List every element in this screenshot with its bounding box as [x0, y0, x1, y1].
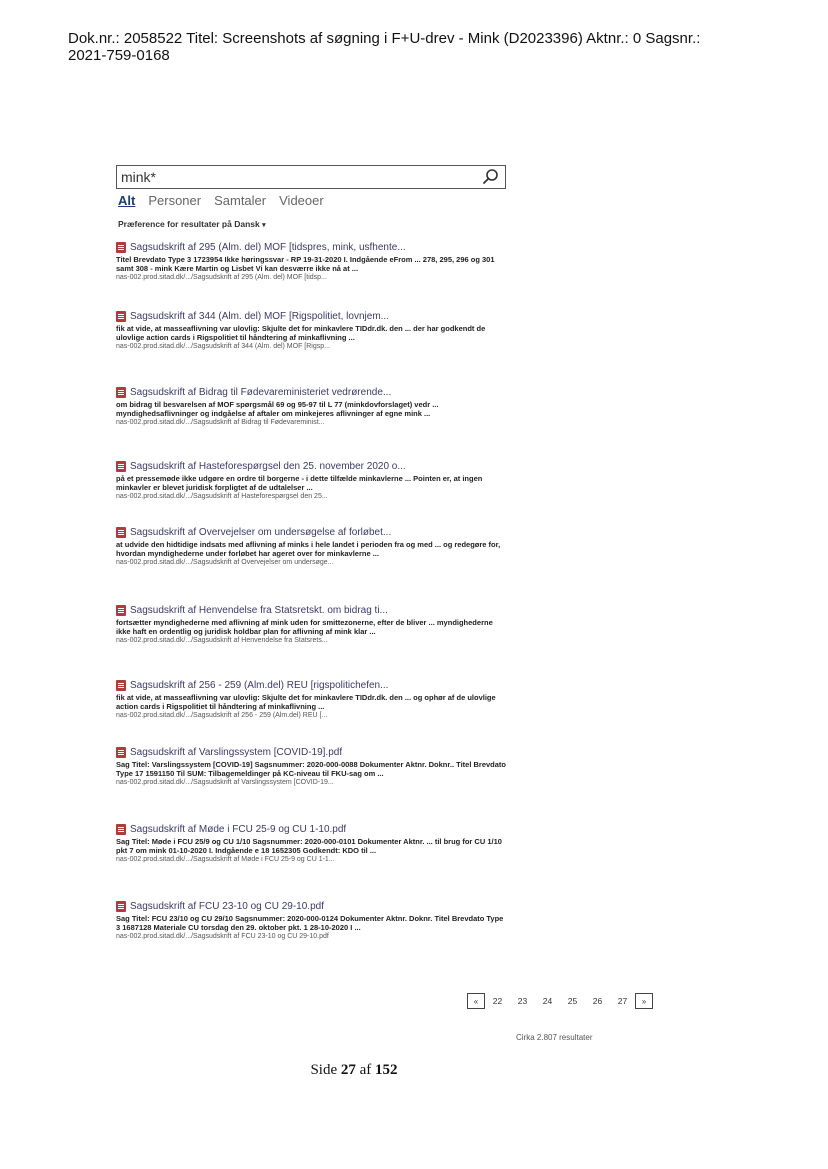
result-url: nas-002.prod.sitad.dk/.../Sagsudskrift af Varslingssystem [COVID-19...	[116, 779, 334, 786]
search-result	[116, 525, 508, 566]
pdf-file-icon	[116, 527, 126, 538]
result-url: nas-002.prod.sitad.dk/.../Sagsudskrift af 256 - 259 (Alm.del) REU [...	[116, 712, 328, 719]
next-page-button[interactable]: »	[635, 993, 653, 1009]
result-snippet: fik at vide, at masseaflivning var ulovlig: Skjulte det for minkavlere TIDdr.dk. den ... der har godkendt de ulovlige action cards i Rigspolitiet til håndtering af minkaflivning ...	[116, 324, 486, 342]
tab-videos[interactable]: Videoer	[279, 193, 324, 208]
tab-people[interactable]: Personer	[148, 193, 202, 208]
result-title-link[interactable]: Sagsudskrift af Henvendelse fra Statsretskt. om bidrag ti...	[130, 604, 388, 616]
chevron-down-icon: ▾	[262, 222, 266, 229]
result-title-link[interactable]: Sagsudskrift af Hasteforespørgsel den 25. november 2020 o...	[130, 460, 406, 472]
result-snippet: at udvide den hidtidige indsats med aflivning af minks i hele landet i perioden fra og med ... og redegøre for, hvordan myndighederne under forløbet har ageret over for minkavlerne ...	[116, 540, 501, 558]
page-footer-current: 27	[340, 1062, 356, 1078]
result-snippet: Titel Brevdato Type 3 1723954 Ikke høringssvar - RP 19-31-2020 I. Indgående eFrom ... 278, 295, 296 og 301 samt 308 - mink Kære Martin og Lisbet Vi kan desværre ikke nå at ...	[116, 255, 495, 273]
result-count: Cirka 2.807 resultater	[516, 1033, 593, 1042]
pdf-file-icon	[116, 387, 126, 398]
previous-page-button[interactable]: «	[467, 993, 485, 1009]
result-title-link[interactable]: Sagsudskrift af 344 (Alm. del) MOF [Rigspolitiet, lovnjem...	[130, 310, 389, 322]
result-title-link[interactable]: Sagsudskrift af Møde i FCU 25-9 og CU 1-10.pdf	[130, 823, 347, 835]
pagination	[467, 993, 653, 1009]
search-result	[116, 822, 508, 863]
pdf-file-icon	[116, 747, 126, 758]
result-title-link[interactable]: Sagsudskrift af Varslingssystem [COVID-19].pdf	[130, 746, 343, 758]
search-result	[116, 899, 508, 940]
result-snippet: fortsætter myndighederne med aflivning af mink uden for smittezonerne, efter de bliver ... myndighederne ikke haft en ordentlig og juridisk holdbar plan for aflivning af mink klar ...	[116, 618, 493, 636]
page-footer-middle: af	[355, 1062, 376, 1078]
pdf-file-icon	[116, 311, 126, 322]
search-result	[116, 603, 508, 644]
page-link[interactable]: 23	[517, 996, 528, 1006]
result-url: nas-002.prod.sitad.dk/.../Sagsudskrift af 344 (Alm. del) MOF [Rigsp...	[116, 343, 330, 350]
tab-all[interactable]: Alt	[118, 193, 136, 208]
result-url: nas-002.prod.sitad.dk/.../Sagsudskrift af Hasteforespørgsel den 25...	[116, 493, 328, 500]
result-url: nas-002.prod.sitad.dk/.../Sagsudskrift af 295 (Alm. del) MOF [tidsp...	[116, 274, 327, 281]
search-result	[116, 678, 508, 719]
page-link[interactable]: 22	[492, 996, 503, 1006]
result-snippet: om bidrag til besvarelsen af MOF spørgsmål 69 og 95-97 til L 77 (minkdovforslaget) vedr ... myndighedsaflivninger og indgåelse af aftaler om minkejeres aflivninger af egne mink ...	[116, 400, 439, 418]
document-header	[68, 30, 788, 64]
pdf-file-icon	[116, 605, 126, 616]
search-result	[116, 385, 508, 426]
result-title-link[interactable]: Sagsudskrift af Overvejelser om undersøgelse af forløbet...	[130, 526, 392, 538]
result-title-link[interactable]: Sagsudskrift af 256 - 259 (Alm.del) REU [rigspolitichefen...	[130, 679, 389, 691]
result-snippet: på et pressemøde ikke udgøre en ordre til borgerne - i dette tilfælde minkavlerne ... Pointen er, at ingen minkavler er blevet juridisk forpligtet af de udtalelser ...	[116, 474, 483, 492]
result-title-link[interactable]: Sagsudskrift af FCU 23-10 og CU 29-10.pdf	[130, 900, 324, 912]
page-link[interactable]: 25	[567, 996, 578, 1006]
pdf-file-icon	[116, 461, 126, 472]
search-box[interactable]	[116, 165, 506, 189]
language-preference-dropdown[interactable]	[118, 219, 266, 229]
result-url: nas-002.prod.sitad.dk/.../Sagsudskrift af FCU 23-10 og CU 29-10.pdf	[116, 933, 329, 940]
result-url: nas-002.prod.sitad.dk/.../Sagsudskrift af Overvejelser om undersøge...	[116, 559, 334, 566]
search-result	[116, 745, 508, 786]
page-footer-total: 152	[375, 1062, 398, 1078]
result-snippet: fik at vide, at masseaflivning var ulovlig: Skjulte det for minkavlere TIDdr.dk. den ... og ophør af de ulovlige action cards i Rigspolitiet til håndtering af minkaflivning ...	[116, 693, 496, 711]
pdf-file-icon	[116, 901, 126, 912]
pdf-file-icon	[116, 824, 126, 835]
language-preference-label: Præference for resultater på Dansk	[118, 219, 260, 229]
search-result	[116, 459, 508, 500]
document-header-line2: 2021-759-0168	[68, 47, 170, 64]
result-snippet: Sag Titel: Møde i FCU 25/9 og CU 1/10 Sagsnummer: 2020-000-0101 Dokumenter Aktnr. ... til brug for CU 1/10 pkt 7 om mink 01-10-2020 I. Indgående e 18 1652305 Godkendt: KDO til ...	[116, 837, 502, 855]
result-snippet: Sag Titel: FCU 23/10 og CU 29/10 Sagsnummer: 2020-000-0124 Dokumenter Aktnr. Doknr. Titel Brevdato Type 3 1687128 Materiale CU torsdag den 29. oktober pkt. 1 28-10-2020 I ...	[116, 914, 504, 932]
result-url: nas-002.prod.sitad.dk/.../Sagsudskrift af Henvendelse fra Statsrets...	[116, 637, 328, 644]
search-result	[116, 240, 508, 281]
document-header-line1: Dok.nr.: 2058522 Titel: Screenshots af søgning i F+U-drev - Mink (D2023396) Aktnr.: 0 Sagsnr.:	[68, 30, 701, 47]
search-icon[interactable]	[481, 168, 501, 186]
tab-conversations[interactable]: Samtaler	[214, 193, 267, 208]
search-result	[116, 309, 508, 350]
result-title-link[interactable]: Sagsudskrift af Bidrag til Fødevareministeriet vedrørende...	[130, 386, 392, 398]
page-link[interactable]: 24	[542, 996, 553, 1006]
page-link[interactable]: 26	[592, 996, 603, 1006]
pdf-file-icon	[116, 680, 126, 691]
pdf-file-icon	[116, 242, 126, 253]
result-url: nas-002.prod.sitad.dk/.../Sagsudskrift af Bidrag til Fødevareminist...	[116, 419, 325, 426]
search-input[interactable]	[121, 168, 471, 186]
result-title-link[interactable]: Sagsudskrift af 295 (Alm. del) MOF [tidspres, mink, usfhente...	[130, 241, 406, 253]
page-link[interactable]: 27	[617, 996, 628, 1006]
search-tabs	[118, 193, 324, 208]
page-footer	[0, 1062, 708, 1079]
result-snippet: Sag Titel: Varslingssystem [COVID-19] Sagsnummer: 2020-000-0088 Dokumenter Aktnr. Doknr.. Titel Brevdato Type 17 1591150 Til SUM: Tilbagemeldinger på KC-niveau til FKU-sag om ...	[116, 760, 506, 778]
page-footer-prefix: Side	[310, 1062, 341, 1078]
result-url: nas-002.prod.sitad.dk/.../Sagsudskrift af Møde i FCU 25-9 og CU 1-1...	[116, 856, 335, 863]
